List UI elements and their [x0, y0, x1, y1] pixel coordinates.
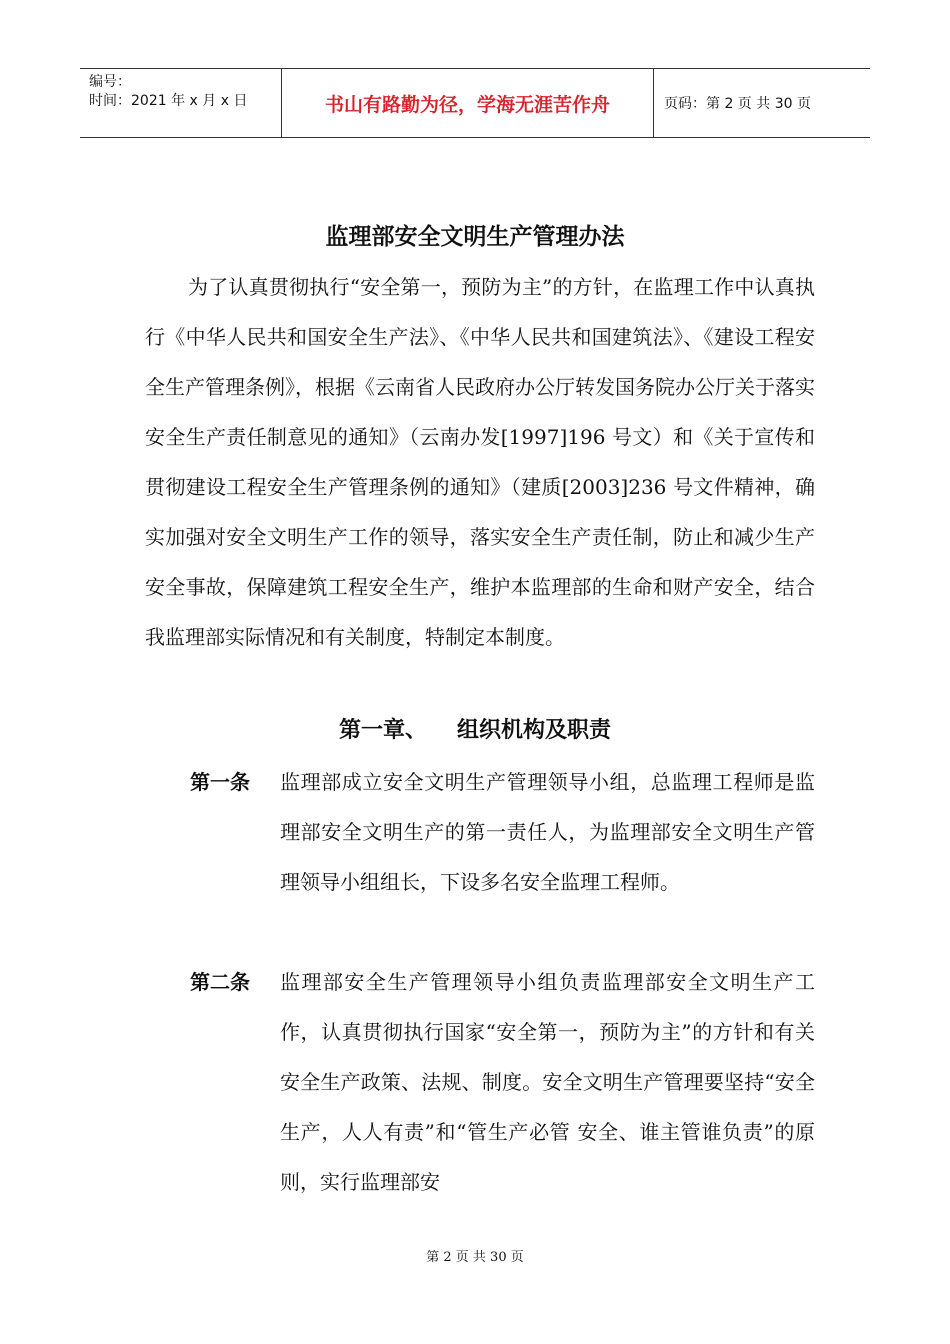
article-text: 监理部安全生产管理领导小组负责监理部安全文明生产工作，认真贯彻执行国家“安全第一，预防为主”的方针和有关安全生产政策、法规、制度。安全文明生产管理要坚持“安全生产，人人有责”和“管生产必管 安全、谁主管谁负责”的原则，实行监理部安	[280, 970, 815, 1194]
article-2	[190, 957, 815, 1207]
header-meta	[80, 69, 282, 137]
intro-paragraph: 为了认真贯彻执行“安全第一，预防为主”的方针，在监理工作中认真执行《中华人民共和国安全生产法》、《中华人民共和国建筑法》、《建设工程安全生产管理条例》，根据《云南省人民政府办公厅转发国务院办公厅关于落实安全生产责任制意见的通知》（云南办发[1997]196 号文）和《关于宣传和贯彻建设工程安全生产管理条例的通知》（建质[2003]236 号文件精神，确实加强对安全文明生产工作的领导，落实安全生产责任制，防止和减少生产安全事故，保障建筑工程安全生产，维护本监理部的生命和财产安全，结合我监理部实际情况和有关制度，特制定本制度。	[145, 275, 815, 649]
chapter-heading	[0, 713, 950, 744]
page-footer: 第 2 页 共 30 页	[426, 1250, 524, 1265]
document-number-label: 编号：	[89, 74, 131, 90]
article-text: 监理部成立安全文明生产管理领导小组，总监理工程师是监理部安全文明生产的第一责任人，为监理部安全文明生产管理领导小组组长，下设多名安全监理工程师。	[280, 770, 815, 894]
article-1	[190, 757, 815, 907]
document-date: 时间：2021 年 x 月 x 日	[89, 93, 248, 109]
document-title: 监理部安全文明生产管理办法	[325, 223, 625, 250]
article-label: 第一条	[190, 770, 250, 794]
chapter-number: 第一章、	[338, 717, 427, 743]
header-motto: 书山有路勤为径，学海无涯苦作舟	[282, 69, 654, 137]
header-page-info: 页码：第 2 页 共 30 页	[664, 96, 811, 112]
article-label: 第二条	[190, 970, 250, 994]
chapter-name: 组织机构及职责	[457, 717, 612, 743]
page-header	[80, 68, 870, 138]
